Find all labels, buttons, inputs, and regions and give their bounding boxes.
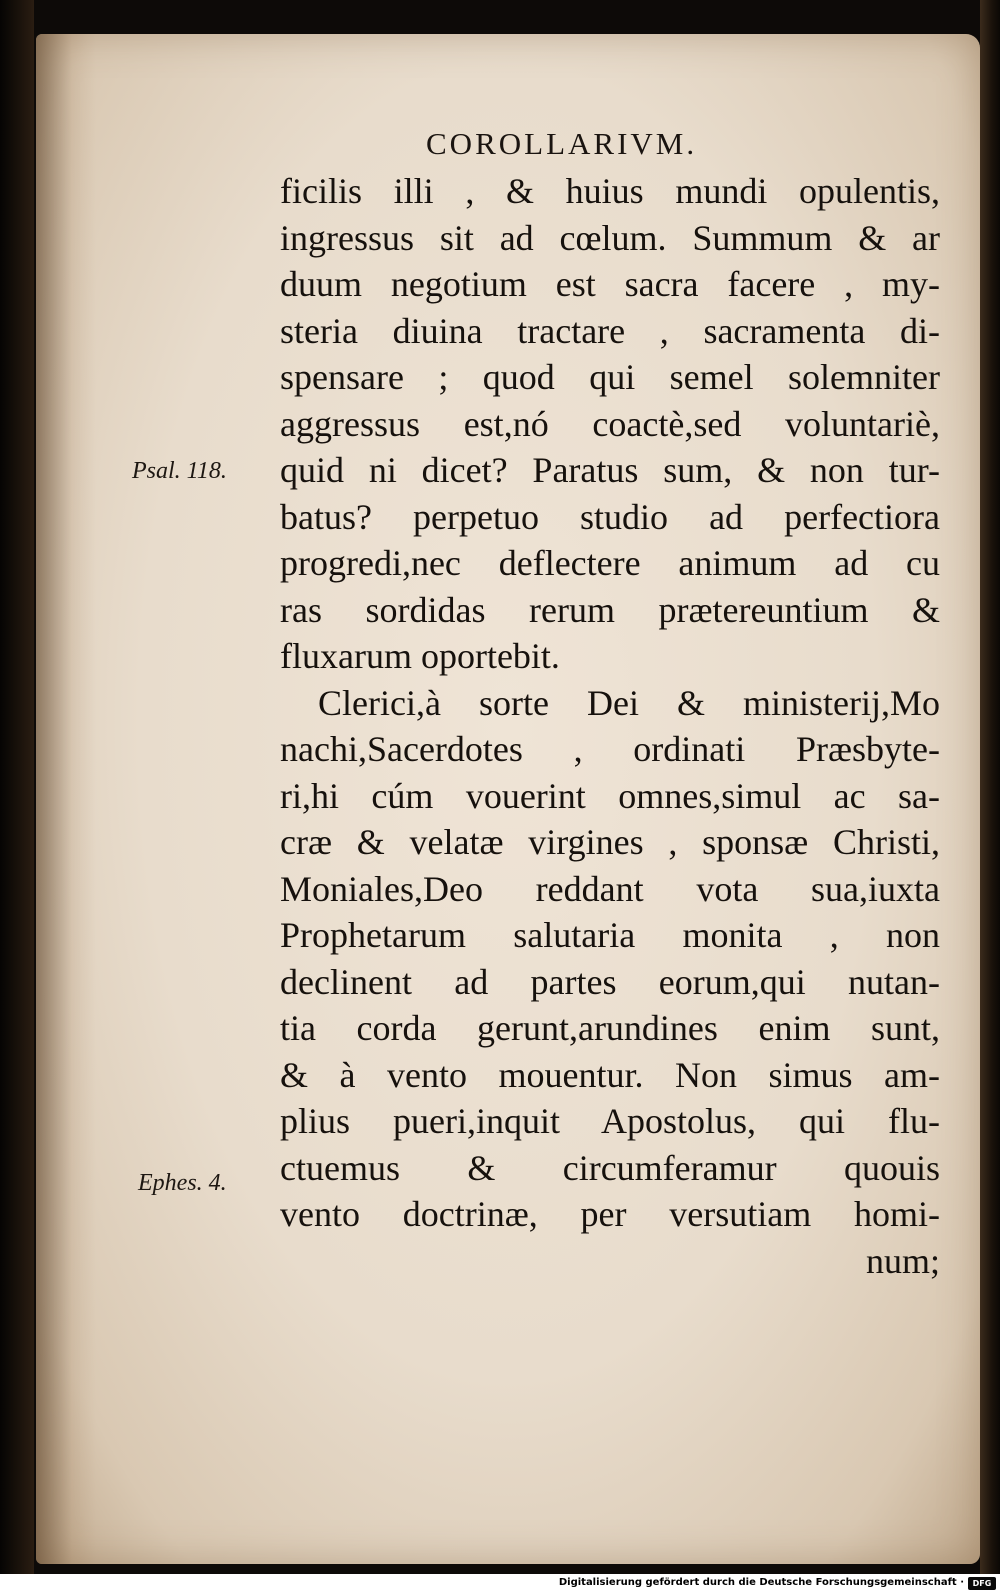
text-line: ras sordidas rerum prætereuntium & <box>280 589 940 630</box>
page-gutter-shadow <box>36 34 96 1564</box>
footer-bar <box>0 1574 1000 1594</box>
body-text <box>280 168 940 1284</box>
running-header: COROLLARIVM. <box>426 126 698 161</box>
text-line: aggressus est,nó coactè,sed voluntariè, <box>280 403 940 444</box>
text-line: duum negotium est sacra facere , my- <box>280 264 940 304</box>
text-line: tia corda gerunt,arundines enim sunt, <box>280 1008 940 1048</box>
text-line: & à vento mouentur. Non simus am- <box>280 1054 940 1095</box>
funding-credit: Digitalisierung gefördert durch die Deutsche Forschungsgemeinschaft · <box>558 1577 964 1588</box>
text-line: cræ & velatæ virgines , sponsæ Christi, <box>280 822 940 862</box>
text-line: steria diuina tractare , sacramenta di- <box>280 310 940 351</box>
book-page <box>36 34 980 1564</box>
text-line: spensare ; quod qui semel solemniter <box>280 357 940 397</box>
margin-note-ephesians: Ephes. 4. <box>138 1170 227 1196</box>
margin-note-psalm: Psal. 118. <box>132 458 227 484</box>
text-line: ingressus sit ad cœlum. Summum & ar <box>280 217 940 258</box>
text-line: quid ni dicet? Paratus sum, & non tur- <box>280 450 940 490</box>
text-line: vento doctrinæ, per versutiam homi- <box>280 1194 940 1234</box>
text-line: Prophetarum salutaria monita , non <box>280 915 940 955</box>
text-line: ficilis illi , & huius mundi opulentis, <box>280 171 940 211</box>
text-line: Moniales,Deo reddant vota sua,iuxta <box>280 868 940 909</box>
text-line: nachi,Sacerdotes , ordinati Præsbyte- <box>280 729 940 769</box>
book-fore-edge <box>980 0 1000 1574</box>
text-line: ctuemus & circumferamur quouis <box>280 1147 940 1188</box>
text-line: ri,hi cúm vouerint omnes,simul ac sa- <box>280 775 940 816</box>
book-spine-edge <box>0 0 34 1574</box>
catchword: num; <box>865 1240 940 1281</box>
paragraph-start-line: Clerici,à sorte Dei & ministerij,Mo <box>318 682 940 723</box>
text-line: declinent ad partes eorum,qui nutan- <box>280 961 940 1002</box>
paragraph-end-line: fluxarum oportebit. <box>280 636 560 676</box>
dfg-logo: DFG <box>968 1577 996 1590</box>
text-line: progredi,nec deflectere animum ad cu <box>280 543 940 583</box>
text-line: plius pueri,inquit Apostolus, qui flu- <box>280 1101 940 1141</box>
text-line: batus? perpetuo studio ad perfectiora <box>280 496 940 537</box>
